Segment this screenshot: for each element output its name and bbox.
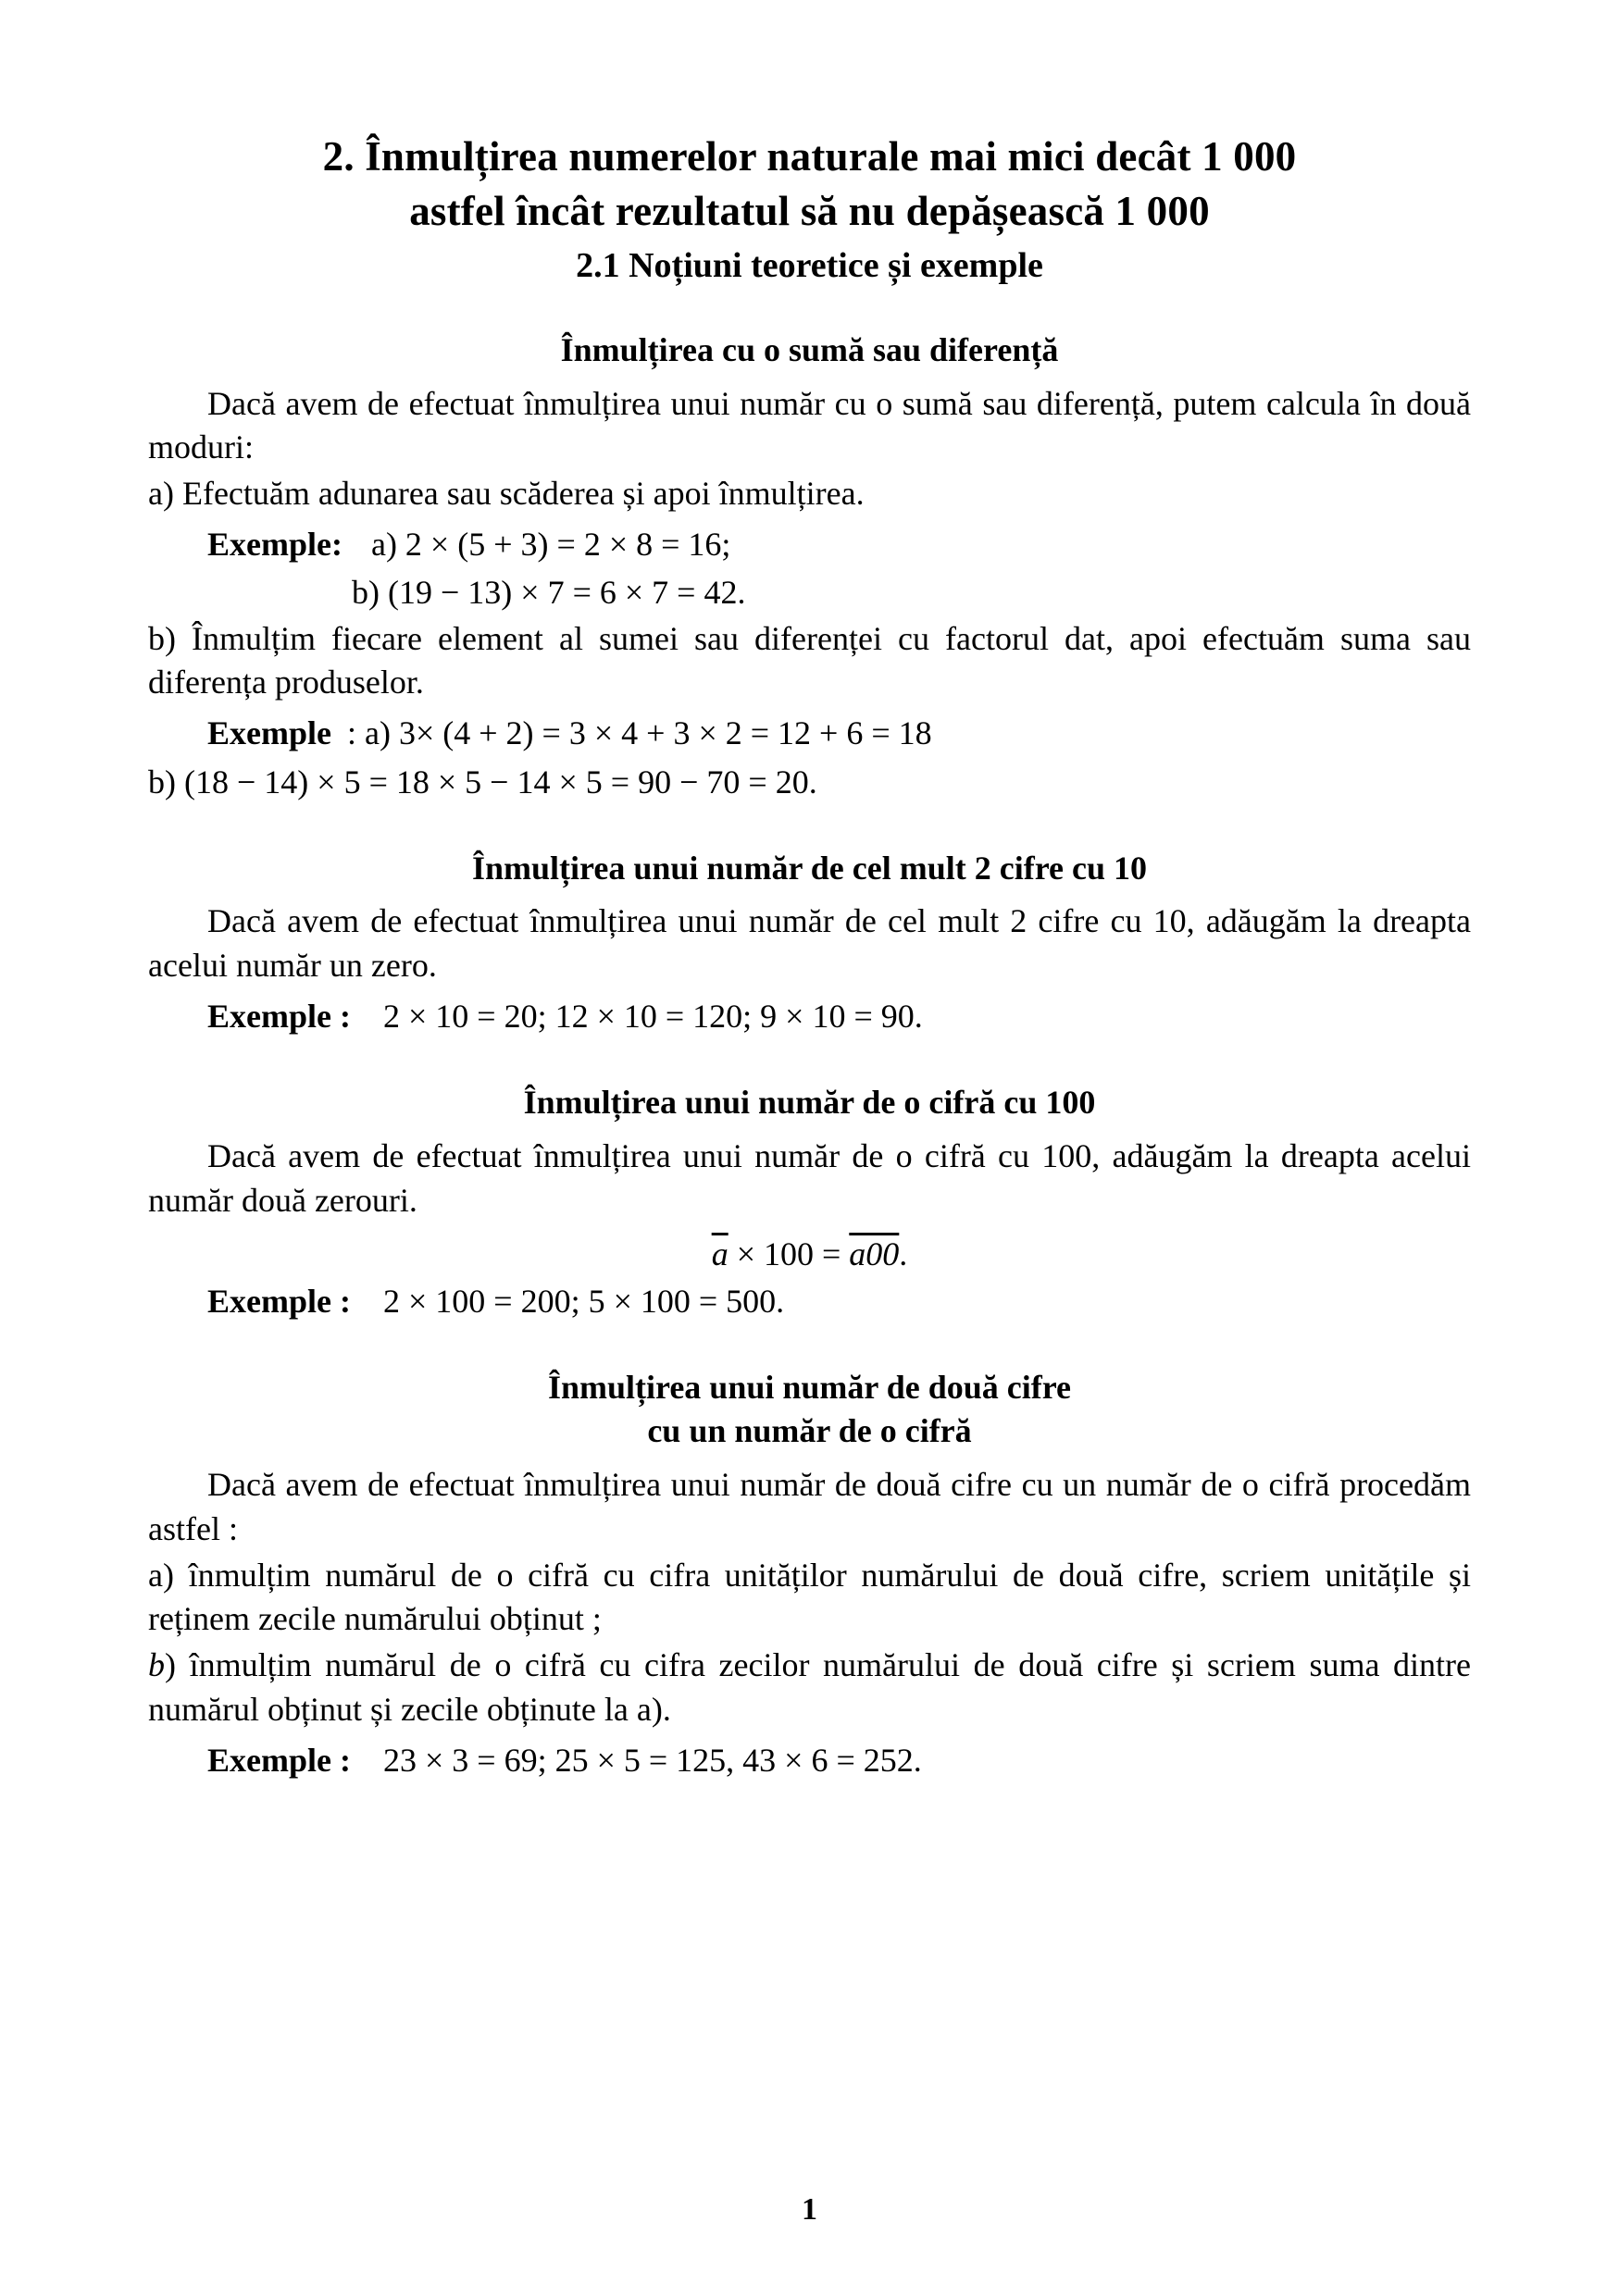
example-line-a [148,522,1471,566]
list-item-b-marker: b [148,1646,165,1684]
chapter-title-line1: 2. Înmulțirea numerelor naturale mai mici decât 1 000 [322,133,1297,180]
example-expression-a2-line [148,570,1471,614]
subheading-line2: cu un număr de o cifră [647,1412,972,1450]
formula-a-overline: $\overline{a}$ [711,1235,729,1272]
formula-operator: × 100 = [728,1235,850,1272]
subheading-line1: Înmulțirea unui număr de două cifre [547,1368,1072,1406]
example-line-b [148,711,1471,755]
example-expression-a2: b) (19 − 13) × 7 = 6 × 7 = 42. [352,574,746,612]
subheading-inmultirea-cu-suma: Înmulțirea cu o sumă sau diferență [560,331,1059,368]
example-label-doua-cifre: Exemple : [207,1742,351,1780]
chapter-title [148,130,1471,238]
paragraph-doua-cifre: Dacă avem de efectuat înmulțirea unui număr de două cifre cu un număr de o cifră procedăm astfel : [148,1465,1471,1547]
example-line-doua-cifre [148,1738,1471,1782]
formula-a-times-100 [148,1235,1471,1273]
formula-period: . [899,1235,908,1272]
example-label-b: Exemple [207,714,331,752]
section-title: 2.1 Noțiuni teoretice și exemple [576,246,1043,285]
example-expression-cu-10: 2 × 10 = 20; 12 × 10 = 120; 9 × 10 = 90. [382,998,923,1036]
example-expression-cu-100: 2 × 100 = 200; 5 × 100 = 500. [382,1282,785,1320]
example-label-cu-10: Exemple : [207,998,351,1036]
formula-a00-overline: a00 [849,1235,900,1272]
list-item-b-text: ) înmulțim numărul de o cifră cu cifra zecilor numărului de două cifre și scriem suma dintre numărul obținut și zecile obținute la a). [148,1646,1471,1729]
example-expression-b1: : a) 3× (4 + 2) = 3 × 4 + 3 × 2 = 12 + 6 = 18 [346,714,932,752]
page-number: 1 [802,2192,817,2227]
example-expression-b2-line [148,760,1471,804]
subheading-numar-o-cifra-cu-100: Înmulțirea unui număr de o cifră cu 100 [523,1084,1096,1122]
example-line-cu-100 [148,1279,1471,1323]
example-expression-b2: b) (18 − 14) × 5 = 18 × 5 − 14 × 5 = 90 − 70 = 20. [148,763,817,800]
list-item-b-suma: b) Înmulțim fiecare element al sumei sau diferenței cu factorul dat, apoi efectuăm suma sau diferența produselor. [148,619,1471,701]
paragraph-suma-intro: Dacă avem de efectuat înmulțirea unui număr cu o sumă sau diferență, putem calcula în două moduri: [148,384,1471,466]
example-expression-doua-cifre: 23 × 3 = 69; 25 × 5 = 125, 43 × 6 = 252. [382,1742,922,1780]
example-label-a: Exemple: [207,526,342,564]
subheading-doua-cifre-cu-o-cifra [148,1366,1471,1454]
list-item-a-suma: a) Efectuăm adunarea sau scăderea și apoi înmulțirea. [148,475,865,513]
subheading-numar-2-cifre-cu-10: Înmulțirea unui număr de cel mult 2 cifre cu 10 [472,849,1147,887]
example-label-cu-100: Exemple : [207,1282,351,1320]
paragraph-cu-10: Dacă avem de efectuat înmulțirea unui număr de cel mult 2 cifre cu 10, adăugăm la dreapta acelui număr un zero. [148,902,1471,985]
list-item-a-doua-cifre: a) înmulțim numărul de o cifră cu cifra unităților numărului de două cifre, scriem unitățile și reținem zecile numărului obținut ; [148,1556,1471,1638]
paragraph-cu-100: Dacă avem de efectuat înmulțirea unui număr de o cifră cu 100, adăugăm la dreapta acelui număr două zerouri. [148,1136,1471,1219]
example-expression-a1: a) 2 × (5 + 3) = 2 × 8 = 16; [370,526,731,564]
list-item-b-doua-cifre [148,1644,1471,1732]
example-line-cu-10 [148,994,1471,1038]
chapter-title-line2: astfel încât rezultatul să nu depășească 1 000 [409,187,1210,234]
